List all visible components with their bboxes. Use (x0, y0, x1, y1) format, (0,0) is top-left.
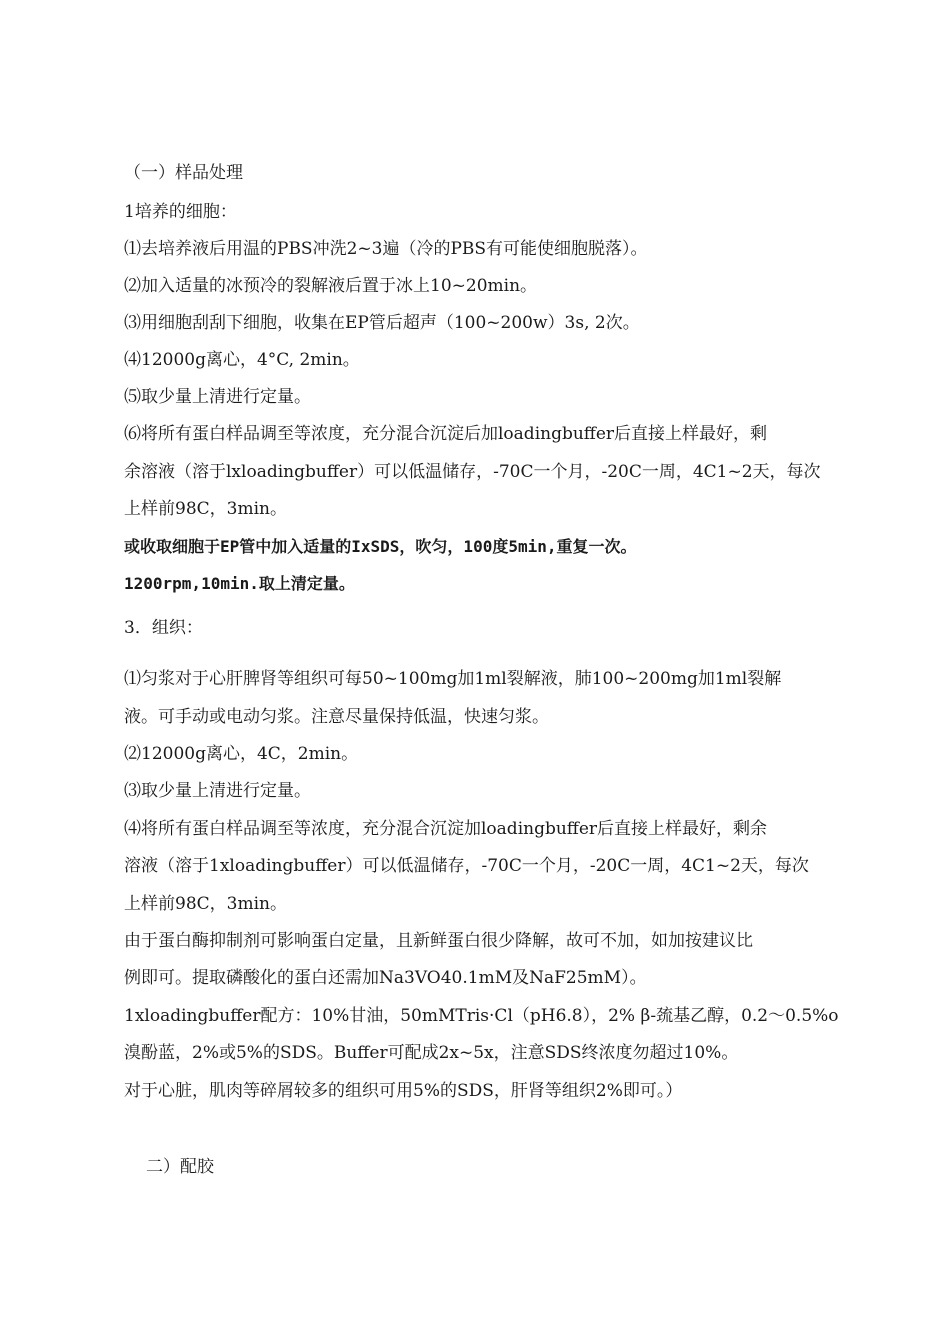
tissue-step-1-line-2: 液。可手动或电动匀浆。注意尽量保持低温，快速匀浆。 (124, 707, 549, 727)
tissue-step-4-line-2: 溶液（溶于1xloadingbuffer）可以低温储存，-70C一个月，-20C一周，4C1~2天，每次 (124, 856, 809, 876)
loading-buffer-recipe-line-2: 溴酚蓝，2%或5%的SDS。Buffer可配成2x~5x，注意SDS终浓度勿超过10%。 (124, 1043, 739, 1063)
cell-step-5: ⑸取少量上清进行定量。 (124, 387, 311, 407)
inhibitor-note-line-2: 例即可。提取磷酸化的蛋白还需加Na3VO40.1mM及NaF25mM）。 (124, 968, 647, 988)
subheading-tissue: 3．组织： (124, 618, 203, 638)
tissue-step-1-line-1: ⑴匀浆对于心肝脾肾等组织可每50~100mg加1ml裂解液，肺100~200mg加1ml裂解 (124, 669, 782, 689)
cell-alternative-centrifuge: 1200rpm,10min.取上清定量。 (124, 574, 355, 593)
tissue-step-2: ⑵12000g离心，4C，2min。 (124, 744, 359, 764)
section-heading-gel-preparation: 二）配胶 (146, 1157, 214, 1177)
tissue-step-3: ⑶取少量上清进行定量。 (124, 781, 311, 801)
cell-step-6-line-3: 上样前98C，3min。 (124, 499, 287, 519)
cell-step-1: ⑴去培养液后用温的PBS冲洗2~3遍（冷的PBS有可能使细胞脱落）。 (124, 239, 648, 259)
cell-step-4: ⑷12000g离心，4°C, 2min。 (124, 350, 360, 370)
sds-concentration-note: 对于心脏，肌肉等碎屑较多的组织可用5%的SDS，肝肾等组织2%即可。） (124, 1081, 683, 1101)
subheading-cultured-cells: 1培养的细胞： (124, 202, 237, 222)
cell-step-6-line-1: ⑹将所有蛋白样品调至等浓度，充分混合沉淀后加loadingbuffer后直接上样最好，剩 (124, 424, 768, 444)
cell-step-3: ⑶用细胞刮刮下细胞，收集在EP管后超声（100~200w）3s, 2次。 (124, 313, 640, 333)
tissue-step-4-line-3: 上样前98C，3min。 (124, 894, 287, 914)
tissue-step-4-line-1: ⑷将所有蛋白样品调至等浓度，充分混合沉淀加loadingbuffer后直接上样最好，剩余 (124, 819, 768, 839)
cell-step-2: ⑵加入适量的冰预冷的裂解液后置于冰上10~20min。 (124, 276, 538, 296)
cell-alternative-method: 或收取细胞于EP管中加入适量的IxSDS，吹匀，100度5min,重复一次。 (124, 537, 637, 556)
inhibitor-note-line-1: 由于蛋白酶抑制剂可影响蛋白定量，且新鲜蛋白很少降解，故可不加，如加按建议比 (124, 931, 753, 951)
cell-step-6-line-2: 余溶液（溶于lxloadingbuffer）可以低温储存，-70C一个月，-20C一周，4C1~2天，每次 (124, 462, 821, 482)
loading-buffer-recipe-line-1: 1xloadingbuffer配方：10%甘油，50mMTris·Cl（pH6.8），2% β-巯基乙醇，0.2〜0.5%o (124, 1006, 839, 1026)
section-heading-sample-processing: （一）样品处理 (124, 163, 243, 183)
